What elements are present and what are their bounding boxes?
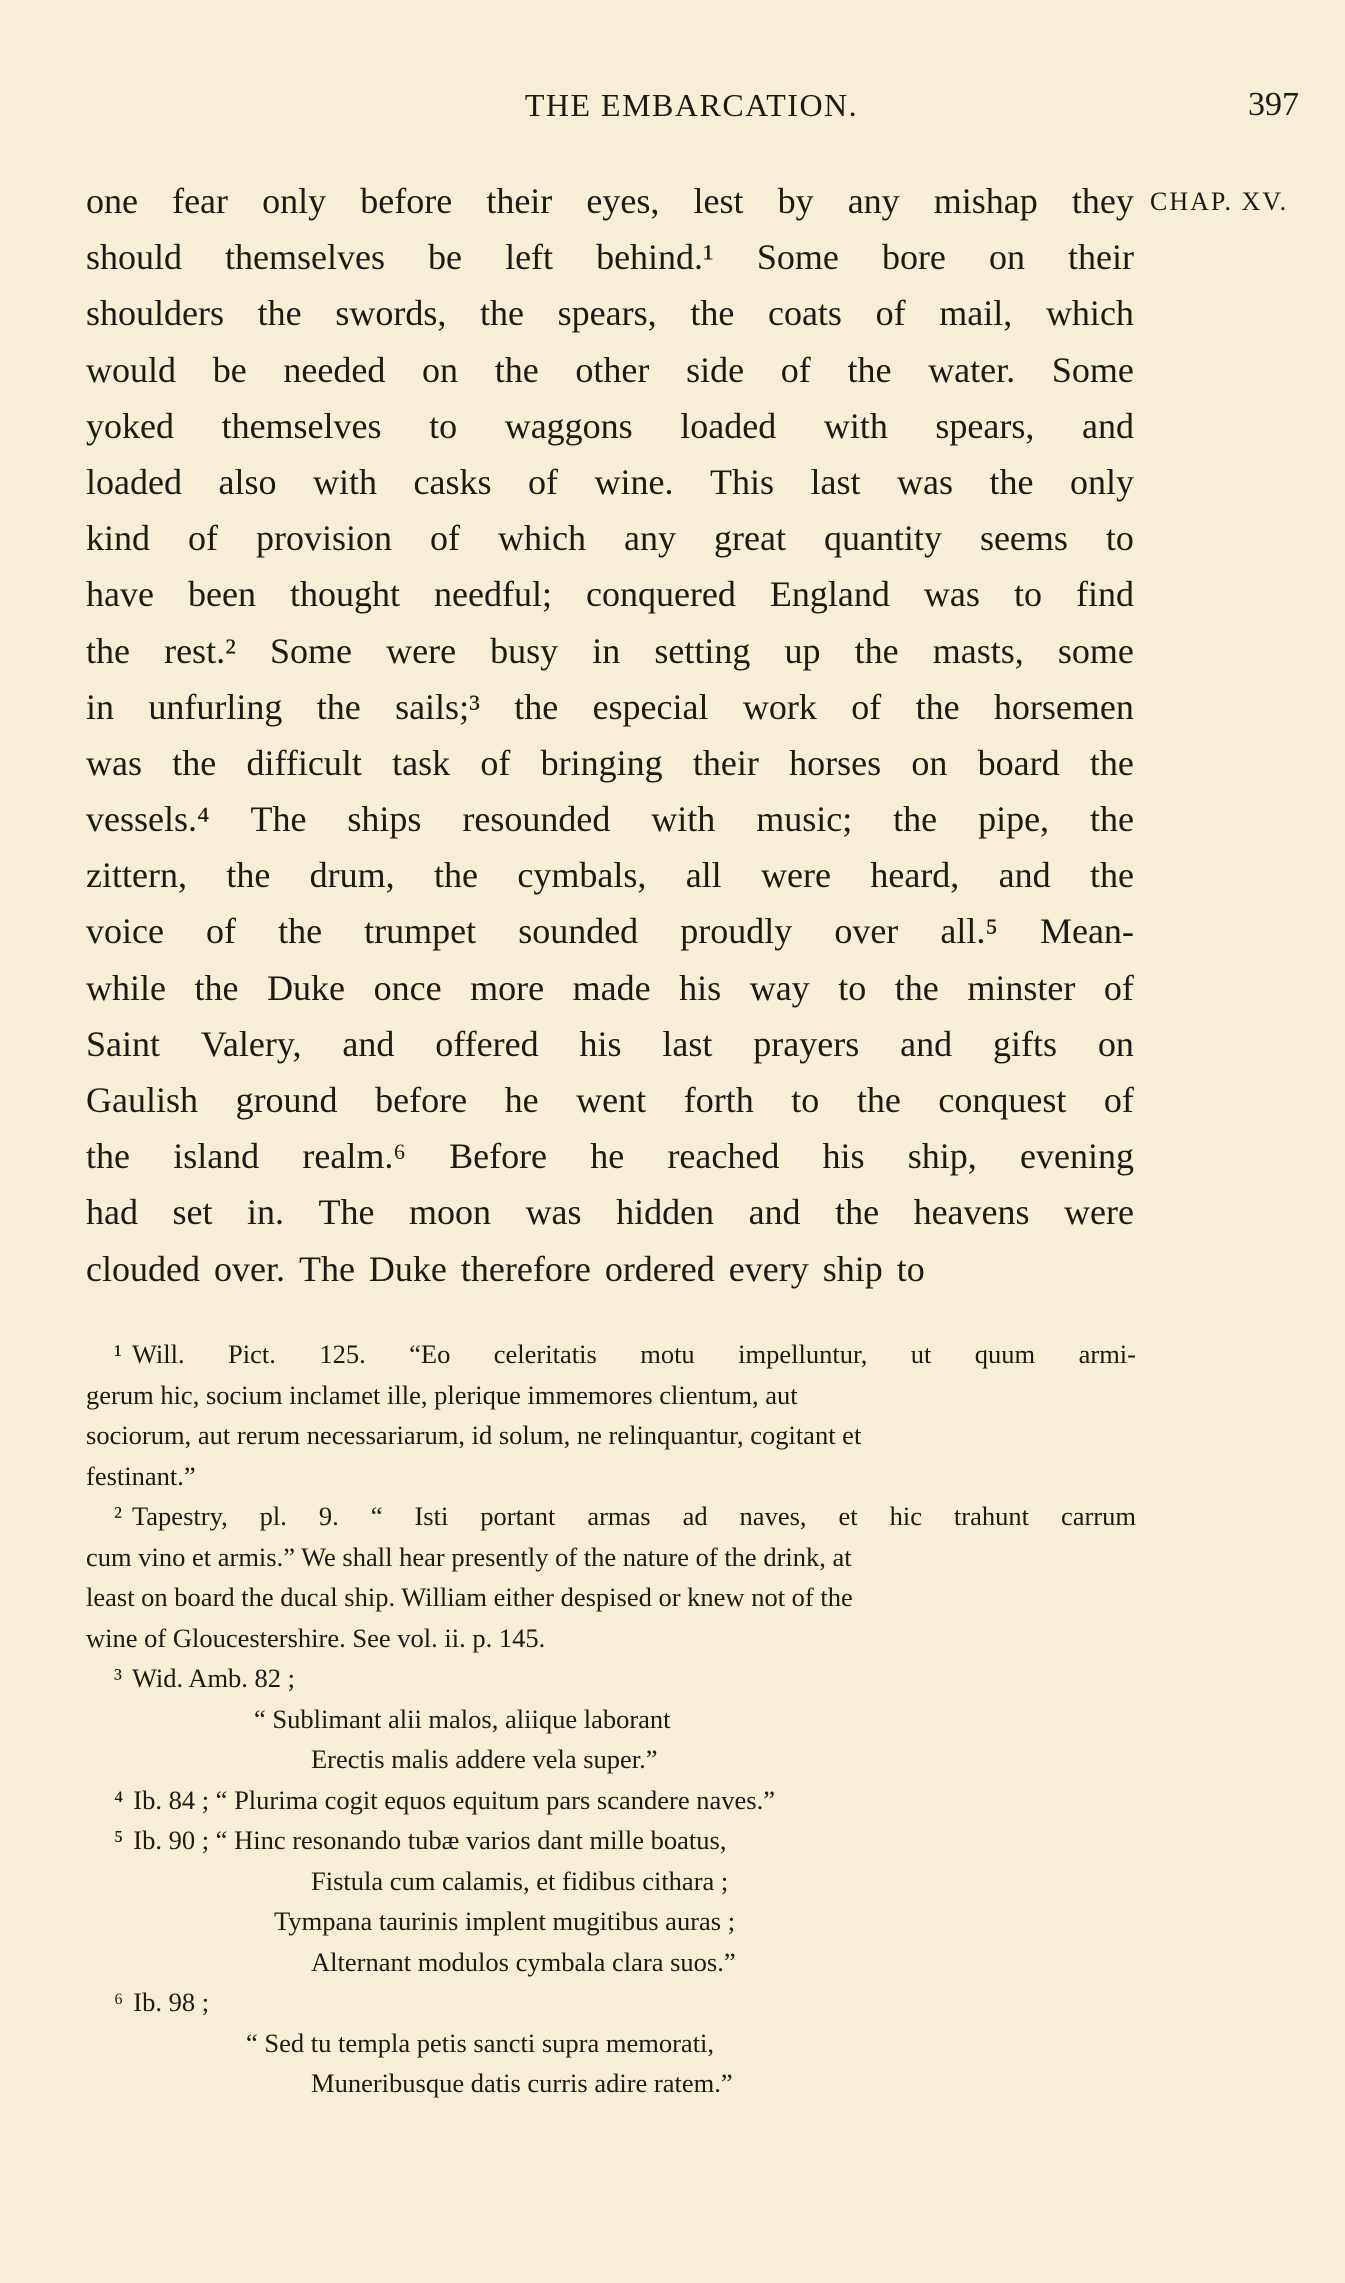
body-word: themselves: [221, 405, 382, 446]
body-line: [86, 847, 1134, 903]
body-word: any: [624, 518, 676, 559]
footnote-text: Tapestry, pl. 9. “ Isti portant armas ad naves, et hic trahunt carrum: [131, 1501, 1136, 1531]
body-word: hidden: [616, 1192, 715, 1233]
body-line: [86, 229, 1134, 285]
page-number: 397: [1248, 86, 1299, 123]
body-word: swords,: [335, 293, 447, 334]
body-word: was: [896, 461, 953, 502]
body-word: up: [784, 630, 821, 671]
footnote-3-verse-2: Erectis malis addere vela super.”: [311, 1744, 658, 1774]
body-word: of: [527, 461, 558, 502]
body-word: rest.²: [164, 630, 236, 671]
body-word: the: [893, 799, 938, 840]
footnote-1-mark: ¹: [114, 1339, 122, 1369]
body-word: of: [1103, 1080, 1134, 1120]
footnotes: [86, 1334, 1136, 2104]
body-word: one: [86, 181, 138, 221]
body-line: [86, 1184, 1134, 1240]
body-word: to: [896, 1248, 925, 1289]
body-line: [86, 735, 1134, 791]
body-word: the: [854, 630, 899, 671]
body-line: [86, 903, 1134, 959]
body-word: on: [1097, 1023, 1134, 1064]
body-word: last: [810, 461, 861, 502]
running-title: THE EMBARCATION.: [524, 87, 859, 123]
body-word: waggons: [504, 405, 633, 446]
body-word: gifts: [992, 1023, 1057, 1064]
body-word: his: [679, 967, 722, 1008]
body-word: of: [206, 911, 237, 952]
body-word: mishap: [933, 181, 1038, 221]
body-word: the: [1089, 742, 1134, 783]
body-word: the: [480, 293, 524, 334]
body-word: on: [911, 742, 948, 783]
body-word: work: [742, 686, 817, 727]
body-word: and: [998, 855, 1051, 896]
body-word: in.: [247, 1192, 285, 1233]
body-word: every: [728, 1248, 809, 1289]
body-word: and: [748, 1192, 801, 1233]
body-word: their: [1067, 237, 1134, 278]
body-word: were: [386, 630, 457, 671]
body-word: with: [651, 799, 716, 840]
footnote-2-line-1: [86, 1496, 1136, 1537]
body-word: Some: [756, 237, 839, 278]
body-word: setting: [654, 630, 751, 671]
body-word: way: [749, 967, 810, 1008]
body-word: the: [86, 1136, 130, 1177]
body-word: bore: [881, 237, 946, 278]
body-word: over: [834, 911, 899, 952]
body-word: only: [262, 181, 327, 221]
footnote-5-verse-2: Fistula cum calamis, et fidibus cithara ;: [311, 1865, 729, 1896]
body-word: themselves: [225, 237, 386, 278]
body-word: loaded: [680, 405, 777, 446]
body-word: been: [187, 574, 256, 615]
body-word: prayers: [753, 1023, 860, 1064]
body-word: be: [212, 349, 247, 390]
body-word: horses: [789, 742, 882, 783]
body-word: to: [1105, 518, 1134, 559]
body-word: behind.¹: [596, 237, 714, 278]
body-word: would: [86, 349, 176, 390]
body-word: clouded: [86, 1248, 200, 1289]
body-word: to: [791, 1080, 820, 1120]
body-word: horsemen: [993, 686, 1134, 727]
footnote-1-line-4: festinant.”: [86, 1460, 196, 1491]
body-word: drum,: [309, 855, 395, 896]
body-word: spears,: [557, 293, 657, 334]
body-word: kind: [86, 518, 151, 559]
body-word: the: [856, 1080, 901, 1120]
body-word: in: [86, 686, 115, 727]
body-word: pipe,: [978, 799, 1050, 840]
body-word: offered: [435, 1023, 539, 1064]
body-word: the: [494, 349, 539, 390]
footnote-3-verse-1: “ Sublimant alii malos, aliique laborant: [254, 1703, 671, 1734]
body-word: was: [525, 1192, 582, 1233]
body-word: task: [392, 742, 451, 783]
body-word: seems: [979, 518, 1068, 559]
body-word: conquest: [938, 1080, 1067, 1120]
body-word: needed: [283, 349, 386, 390]
body-text: [86, 173, 1134, 1297]
body-word: set: [172, 1192, 213, 1233]
body-word: which: [1045, 293, 1134, 334]
body-word: spears,: [935, 405, 1035, 446]
body-line: [86, 679, 1134, 735]
body-word: to: [1013, 574, 1042, 615]
body-word: great: [714, 518, 786, 559]
body-word: other: [575, 349, 650, 390]
body-line: [86, 510, 1134, 566]
body-line: [86, 791, 1134, 847]
body-word: coats: [767, 293, 842, 334]
body-word: trumpet: [364, 911, 477, 952]
body-word: England: [769, 574, 890, 615]
body-word: reached: [667, 1136, 780, 1177]
body-word: realm.⁶: [302, 1136, 406, 1177]
body-word: which: [498, 518, 587, 559]
body-word: the: [194, 967, 239, 1008]
body-word: of: [188, 518, 219, 559]
body-word: provision: [256, 518, 393, 559]
body-word: Duke: [267, 967, 346, 1008]
body-word: Duke: [368, 1248, 447, 1289]
body-word: be: [428, 237, 463, 278]
body-word: the: [226, 855, 271, 896]
body-word: of: [851, 686, 882, 727]
body-line: [86, 623, 1134, 679]
body-word: ship,: [907, 1136, 977, 1177]
footnote-5-line-1: [86, 1820, 1136, 1861]
body-word: Saint: [86, 1023, 161, 1064]
body-word: the: [835, 1192, 880, 1233]
body-word: lest: [693, 181, 744, 221]
body-word: The: [298, 1248, 355, 1289]
footnote-text: Wid. Amb. 82 ;: [131, 1663, 296, 1693]
footnote-6-verse-2: Muneribusque datis curris adire ratem.”: [311, 2068, 733, 2098]
body-word: thought: [289, 574, 400, 615]
body-word: before: [360, 181, 453, 221]
body-line: [86, 398, 1134, 454]
body-word: difficult: [246, 742, 362, 783]
body-word: and: [342, 1023, 395, 1064]
body-word: the: [278, 911, 323, 952]
body-word: the: [172, 742, 217, 783]
body-word: find: [1075, 574, 1134, 615]
body-word: loaded: [86, 461, 182, 502]
body-word: of: [1103, 967, 1134, 1008]
body-word: before: [375, 1080, 468, 1120]
body-word: Some: [1051, 349, 1134, 390]
body-word: once: [373, 967, 442, 1008]
body-word: of: [780, 349, 811, 390]
body-word: the: [1090, 855, 1134, 896]
footnote-3-line-1: [86, 1658, 1136, 1699]
body-word: the: [690, 293, 735, 334]
body-word: The: [318, 1192, 375, 1233]
body-word: of: [430, 518, 461, 559]
footnote-4-mark: ⁴: [114, 1784, 124, 1815]
body-word: masts,: [932, 630, 1024, 671]
footnote-5-verse-3: Tympana taurinis implent mugitibus auras ;: [274, 1906, 736, 1936]
body-word: music;: [756, 799, 853, 840]
body-word: wine.: [594, 461, 674, 502]
body-word: by: [777, 181, 814, 221]
body-word: side: [686, 349, 745, 390]
footnote-5-verse-4: Alternant modulos cymbala clara suos.”: [311, 1946, 736, 1977]
body-word: quantity: [823, 518, 942, 559]
body-word: was: [923, 574, 980, 615]
body-word: ship: [822, 1248, 883, 1289]
body-line: [86, 1128, 1134, 1184]
body-word: the: [894, 967, 939, 1008]
body-word: casks: [413, 461, 492, 502]
body-word: he: [504, 1080, 539, 1120]
body-word: busy: [490, 630, 559, 671]
body-word: he: [590, 1136, 625, 1177]
body-word: only: [1069, 461, 1134, 502]
body-word: ordered: [604, 1248, 715, 1289]
body-word: This: [709, 461, 774, 502]
body-word: needful;: [434, 574, 552, 615]
body-word: any: [847, 181, 900, 221]
body-word: all.⁵: [940, 911, 998, 952]
body-line: [86, 566, 1134, 622]
body-word: his: [579, 1023, 622, 1064]
body-word: ground: [235, 1080, 338, 1120]
body-word: more: [470, 967, 545, 1008]
body-word: they: [1071, 181, 1134, 221]
body-word: unfurling: [148, 686, 283, 727]
body-word: proudly: [680, 911, 793, 952]
body-word: board: [977, 742, 1060, 783]
body-word: also: [218, 461, 277, 502]
body-word: minster: [967, 967, 1076, 1008]
body-line: [86, 173, 1134, 229]
body-word: moon: [409, 1192, 492, 1233]
body-word: left: [505, 237, 554, 278]
body-word: eyes,: [586, 181, 660, 221]
body-word: the: [434, 855, 478, 896]
footnote-text: Ib. 98 ;: [133, 1987, 210, 2017]
body-word: island: [173, 1136, 260, 1177]
footnote-6-mark: ⁶: [114, 1987, 124, 2017]
body-word: forth: [683, 1080, 754, 1120]
body-word: the: [989, 461, 1034, 502]
body-word: the: [514, 686, 559, 727]
body-word: the: [86, 630, 130, 671]
body-word: The: [250, 799, 307, 840]
footnote-2-line-4: wine of Gloucestershire. See vol. ii. p. 145.: [86, 1622, 546, 1653]
body-word: over.: [213, 1248, 285, 1289]
body-word: last: [662, 1023, 713, 1064]
footnote-6-verse-1: “ Sed tu templa petis sancti supra memorati,: [246, 2027, 715, 2058]
body-word: water.: [928, 349, 1016, 390]
running-head: [84, 80, 1299, 130]
footnote-2-line-3: least on board the ducal ship. William either despised or knew not of the: [86, 1582, 853, 1612]
body-word: heavens: [913, 1192, 1030, 1233]
body-line: [86, 1016, 1134, 1072]
body-word: should: [86, 237, 183, 278]
body-word: of: [875, 293, 906, 334]
body-word: have: [86, 574, 154, 615]
body-word: shoulders: [86, 293, 224, 334]
footnote-2-mark: ²: [114, 1501, 122, 1531]
body-word: on: [988, 237, 1025, 278]
body-word: vessels.⁴: [86, 799, 210, 840]
body-word: and: [1081, 405, 1134, 446]
body-word: sounded: [518, 911, 639, 952]
body-word: resounded: [462, 799, 611, 840]
body-word: of: [480, 742, 511, 783]
body-word: heard,: [870, 855, 960, 896]
body-word: ships: [347, 799, 422, 840]
body-word: conquered: [585, 574, 736, 615]
body-word: their: [692, 742, 759, 783]
body-word: all: [685, 855, 722, 896]
footnote-1-line-1: [86, 1334, 1136, 1375]
body-word: some: [1057, 630, 1134, 671]
body-word: had: [86, 1192, 138, 1233]
body-word: the: [915, 686, 960, 727]
body-line: [86, 454, 1134, 510]
body-word: and: [900, 1023, 953, 1064]
body-word: Mean-: [1039, 911, 1134, 952]
body-word: yoked: [86, 405, 174, 446]
footnote-5-mark: ⁵: [114, 1825, 124, 1855]
body-word: the: [316, 686, 361, 727]
body-word: in: [592, 630, 621, 671]
body-line: [86, 1241, 1134, 1297]
body-word: voice: [86, 911, 164, 952]
body-word: Gaulish: [86, 1080, 198, 1120]
footnote-4-line-1: [86, 1780, 1136, 1821]
body-word: fear: [172, 181, 229, 221]
footnote-1-line-3: sociorum, aut rerum necessariarum, id solum, ne relinquantur, cogitant et: [86, 1420, 862, 1450]
chapter-margin-note: CHAP. XV.: [1150, 187, 1289, 216]
body-word: his: [822, 1136, 865, 1177]
body-line: [86, 960, 1134, 1016]
body-word: the: [847, 349, 892, 390]
footnote-2-line-2: cum vino et armis.” We shall hear presently of the nature of the drink, at: [86, 1541, 852, 1572]
body-word: cymbals,: [517, 855, 647, 896]
body-line: [86, 342, 1134, 398]
body-word: zittern,: [86, 855, 187, 896]
body-word: evening: [1019, 1136, 1134, 1177]
body-word: was: [86, 742, 142, 783]
body-word: while: [86, 967, 166, 1008]
body-word: with: [823, 405, 888, 446]
body-word: to: [429, 405, 458, 446]
body-word: went: [576, 1080, 647, 1120]
body-word: especial: [592, 686, 709, 727]
footnote-text: Ib. 84 ; “ Plurima cogit equos equitum pars scandere naves.”: [133, 1784, 775, 1815]
body-word: Valery,: [200, 1023, 302, 1064]
body-word: the: [257, 293, 302, 334]
body-word: sails;³: [395, 686, 480, 727]
body-word: their: [486, 181, 553, 221]
body-word: bringing: [540, 742, 663, 783]
body-word: were: [761, 855, 831, 896]
body-word: with: [312, 461, 377, 502]
footnote-3-mark: ³: [114, 1663, 122, 1693]
body-line: [86, 285, 1134, 341]
body-line: [86, 1072, 1134, 1128]
body-word: Some: [269, 630, 352, 671]
body-word: on: [422, 349, 459, 390]
body-word: therefore: [460, 1248, 591, 1289]
footnote-1-line-2: gerum hic, socium inclamet ille, plerique immemores clientum, aut: [86, 1379, 798, 1410]
body-word: were: [1064, 1192, 1134, 1233]
body-word: to: [838, 967, 867, 1008]
footnote-text: Will. Pict. 125. “Eo celeritatis motu impelluntur, ut quum armi-: [131, 1339, 1136, 1369]
body-word: Before: [449, 1136, 548, 1177]
footnote-text: Ib. 90 ; “ Hinc resonando tubæ varios dant mille boatus,: [133, 1825, 727, 1855]
footnote-6-line-1: [86, 1982, 1136, 2023]
body-word: the: [1090, 799, 1134, 840]
body-word: mail,: [939, 293, 1013, 334]
body-word: made: [572, 967, 651, 1008]
